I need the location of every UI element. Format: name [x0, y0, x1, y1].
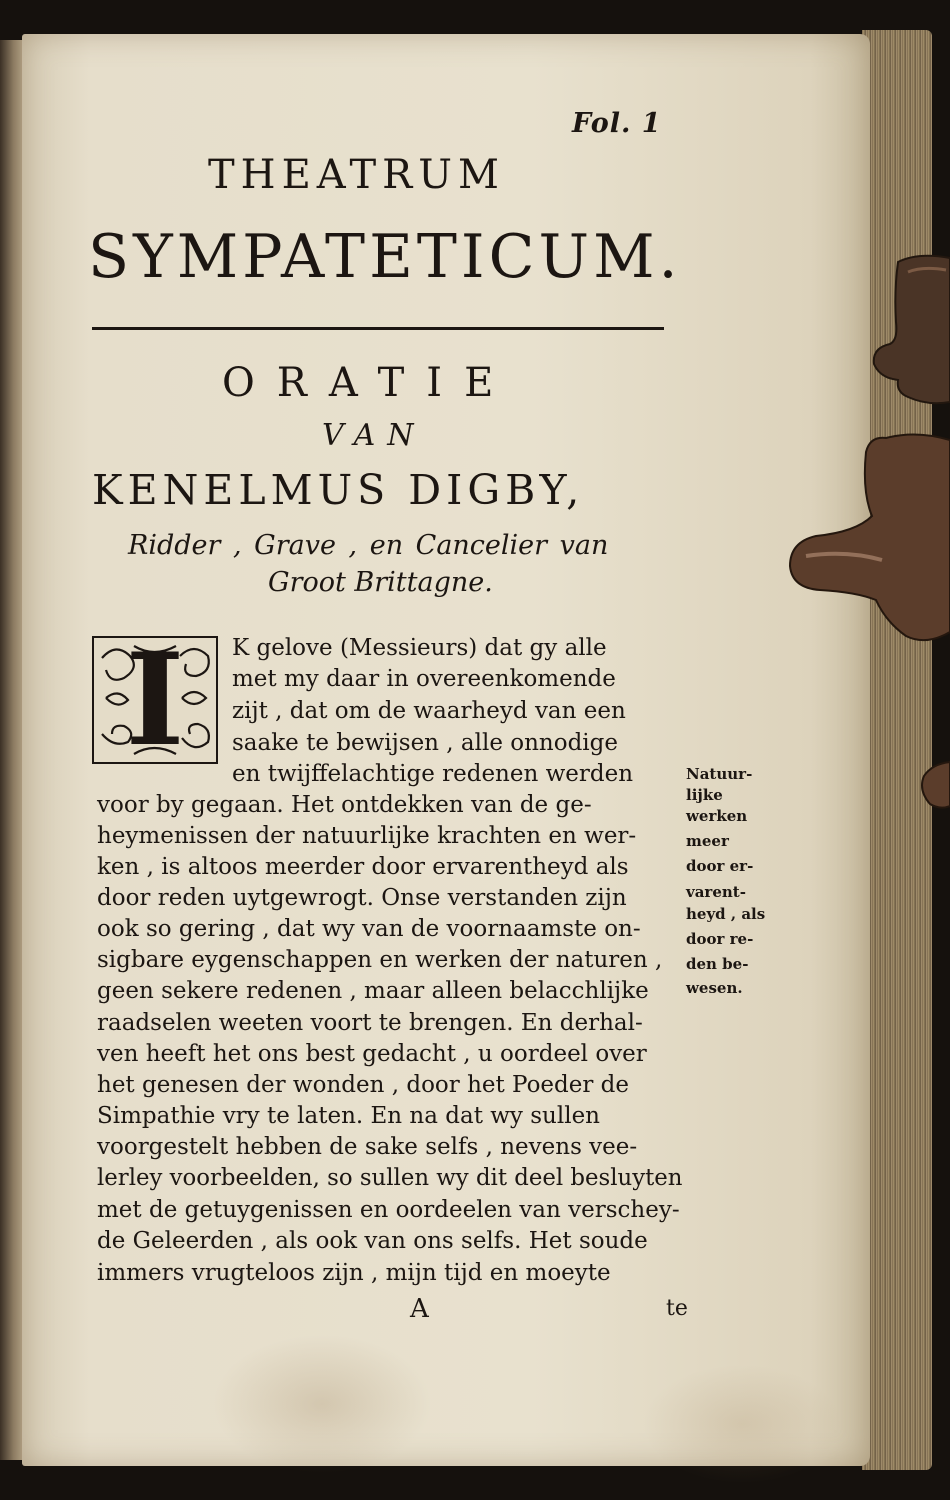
text-line: sigbare eygenschappen en werken der naturen ,	[97, 947, 663, 973]
clasp-tip-icon	[918, 760, 950, 810]
marginal-note-line: werken	[686, 807, 748, 825]
text-line: ken , is altoos meerder door ervarentheyd als	[97, 854, 629, 880]
marginal-note-line: lijke	[686, 786, 723, 804]
clasp-lower-icon	[786, 432, 950, 644]
text-line: Simpathie vry te laten. En na dat wy sullen	[97, 1103, 600, 1129]
marginal-note-line: wesen.	[686, 979, 743, 997]
title-line-2: SYMPATETICUM.	[88, 222, 682, 292]
text-line: ook so gering , dat wy van de voornaamste on-	[97, 916, 641, 942]
folio-number: Fol. 1	[572, 108, 662, 139]
text-line: raadselen weeten voort te brengen. En derhal-	[97, 1010, 643, 1036]
text-line: en twijffelachtige redenen werden	[232, 761, 634, 787]
page-block-edge	[862, 30, 932, 1470]
text-line: heymenissen der natuurlijke krachten en wer-	[97, 823, 637, 849]
text-line: voor by gegaan. Het ontdekken van de ge-	[97, 792, 592, 818]
text-line: lerley voorbeelden, so sullen wy dit deel besluyten	[97, 1165, 683, 1191]
author-name: KENELMUS DIGBY,	[92, 466, 585, 514]
text-line: met my daar in overeenkomende	[232, 666, 616, 692]
author-title-line-2: Groot Brittagne.	[268, 567, 493, 598]
text-line: saake te bewijsen , alle onnodige	[232, 730, 619, 756]
text-line: K gelove (Messieurs) dat gy alle	[232, 635, 607, 661]
text-line: zijt , dat om de waarheyd van een	[232, 698, 626, 724]
marginal-note-line: heyd , als	[686, 905, 766, 923]
title-line-1: THEATRUM	[208, 152, 505, 198]
marginal-note-line: door er-	[686, 857, 754, 875]
text-line: ven heeft het ons best gedacht , u oordeel over	[97, 1041, 647, 1067]
oratie-heading: ORATIE	[222, 360, 516, 406]
marginal-note-line: varent-	[686, 883, 746, 901]
marginal-note-line: meer	[686, 832, 729, 850]
text-line: het genesen der wonden , door het Poeder de	[97, 1072, 630, 1098]
initial-letter: I	[125, 626, 185, 774]
marginal-note-line: den be-	[686, 955, 749, 973]
text-line: immers vrugteloos zijn , mijn tijd en moeyte	[97, 1260, 611, 1286]
title-rule	[92, 327, 664, 330]
author-title-line-1: Ridder , Grave , en Cancelier van	[128, 530, 609, 561]
van-heading: VAN	[322, 418, 426, 453]
page-stain	[642, 1364, 842, 1484]
text-line: geen sekere redenen , maar alleen belacchlijke	[97, 978, 649, 1004]
page-stain	[212, 1334, 432, 1474]
text-line: door reden uytgewrogt. Onse verstanden zijn	[97, 885, 627, 911]
clasp-upper-icon	[868, 252, 950, 412]
marginal-note-line: Natuur-	[686, 765, 753, 783]
text-line: met de getuygenissen en oordeelen van verschey-	[97, 1197, 680, 1223]
catchword: te	[666, 1296, 688, 1321]
text-line: voorgestelt hebben de sake selfs , nevens vee-	[97, 1134, 638, 1160]
text-line: de Geleerden , als ook van ons selfs. Het soude	[97, 1228, 648, 1254]
marginal-note-line: door re-	[686, 930, 754, 948]
decorated-initial	[92, 626, 218, 774]
signature-mark: A	[410, 1294, 429, 1324]
